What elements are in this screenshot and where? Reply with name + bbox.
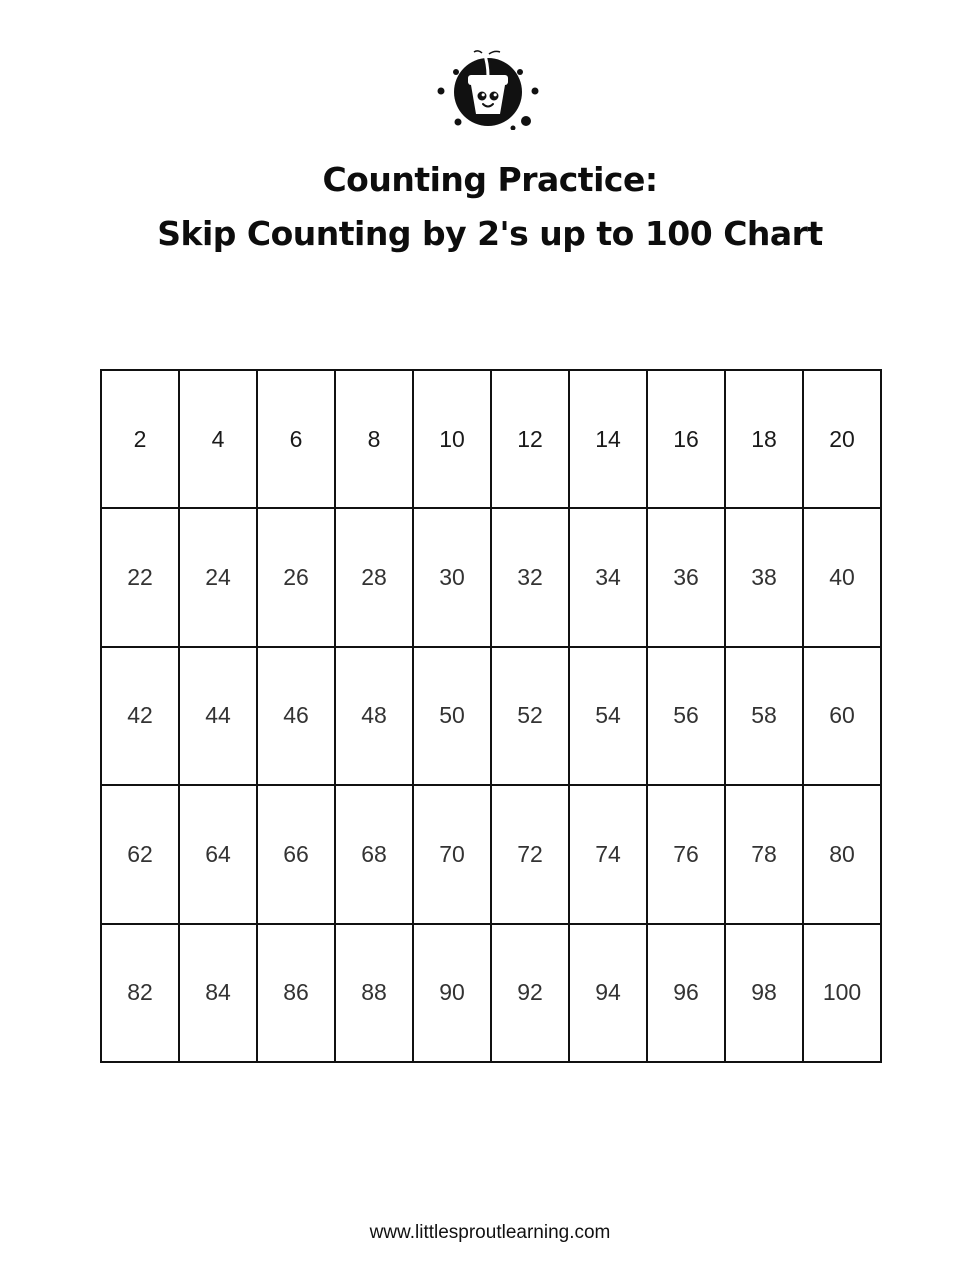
number-cell: 82: [101, 924, 179, 1062]
skip-counting-chart: [100, 369, 882, 1063]
number-cell: 76: [647, 785, 725, 923]
number-cell: 58: [725, 647, 803, 785]
number-cell: 48: [335, 647, 413, 785]
number-cell: 18: [725, 370, 803, 508]
sprout-pot-icon: [436, 42, 540, 130]
number-cell: 64: [179, 785, 257, 923]
number-cell: 94: [569, 924, 647, 1062]
number-cell: 10: [413, 370, 491, 508]
number-cell: 80: [803, 785, 881, 923]
number-cell: 100: [803, 924, 881, 1062]
number-cell: 60: [803, 647, 881, 785]
number-cell: 88: [335, 924, 413, 1062]
page-title-line2: Skip Counting by 2's up to 100 Chart: [157, 214, 823, 253]
table-row: [101, 785, 881, 923]
table-row: [101, 370, 881, 508]
number-cell: 52: [491, 647, 569, 785]
number-cell: 90: [413, 924, 491, 1062]
number-cell: 8: [335, 370, 413, 508]
number-cell: 62: [101, 785, 179, 923]
number-cell: 30: [413, 508, 491, 646]
number-cell: 78: [725, 785, 803, 923]
number-cell: 2: [101, 370, 179, 508]
number-cell: 42: [101, 647, 179, 785]
number-cell: 50: [413, 647, 491, 785]
number-cell: 98: [725, 924, 803, 1062]
number-cell: 74: [569, 785, 647, 923]
table-row: [101, 924, 881, 1062]
number-cell: 24: [179, 508, 257, 646]
number-cell: 36: [647, 508, 725, 646]
number-cell: 56: [647, 647, 725, 785]
number-cell: 86: [257, 924, 335, 1062]
number-cell: 96: [647, 924, 725, 1062]
number-cell: 68: [335, 785, 413, 923]
number-cell: 28: [335, 508, 413, 646]
number-cell: 32: [491, 508, 569, 646]
footer-url: www.littlesproutlearning.com: [369, 1222, 611, 1243]
table-row: [101, 647, 881, 785]
number-cell: 16: [647, 370, 725, 508]
number-cell: 84: [179, 924, 257, 1062]
number-cell: 22: [101, 508, 179, 646]
number-cell: 20: [803, 370, 881, 508]
number-cell: 46: [257, 647, 335, 785]
number-cell: 72: [491, 785, 569, 923]
number-cell: 54: [569, 647, 647, 785]
number-cell: 44: [179, 647, 257, 785]
number-cell: 6: [257, 370, 335, 508]
number-cell: 66: [257, 785, 335, 923]
number-cell: 14: [569, 370, 647, 508]
number-cell: 34: [569, 508, 647, 646]
table-row: [101, 508, 881, 646]
number-cell: 92: [491, 924, 569, 1062]
number-cell: 38: [725, 508, 803, 646]
number-cell: 26: [257, 508, 335, 646]
page-title-line1: Counting Practice:: [322, 160, 658, 199]
number-cell: 12: [491, 370, 569, 508]
number-cell: 40: [803, 508, 881, 646]
number-cell: 70: [413, 785, 491, 923]
number-cell: 4: [179, 370, 257, 508]
